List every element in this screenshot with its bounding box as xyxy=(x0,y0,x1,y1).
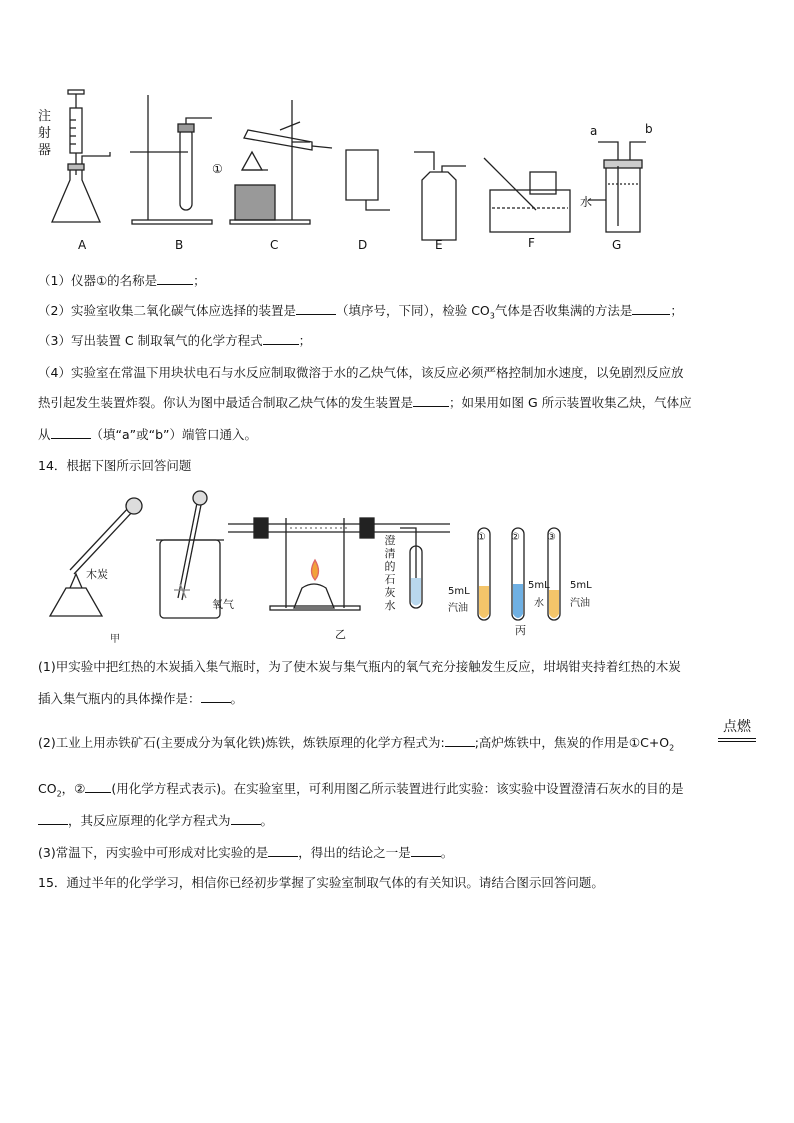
tube-3-volume: 5mL xyxy=(570,580,592,591)
syringe-label: 注 射 器 xyxy=(38,109,52,158)
apparatus-drawing-2 xyxy=(30,488,650,646)
ignite-condition: 点燃 xyxy=(718,716,756,742)
figure-jia-label: 甲 xyxy=(110,634,120,645)
q14-part2-line2: $CO_2$，② (用化学方程式表示)。在实验室里，可利用图乙所示装置进行此实验：该实验中设置澄清石灰水的目的是 xyxy=(38,781,684,799)
port-b-label: b xyxy=(645,122,653,136)
answer-blank[interactable] xyxy=(413,394,449,407)
answer-blank[interactable] xyxy=(445,734,475,747)
q15-title: 15．通过半年的化学学习，相信你已经初步掌握了实验室制取气体的有关知识。请结合图示回答问题。 xyxy=(38,875,604,890)
q13-part4-line1: （4）实验室在常温下用块状电石与水反应制取微溶于水的乙炔气体，该反应必须严格控制加水速度，以免剧烈反应放 xyxy=(38,365,684,380)
tube-3-number: ③ xyxy=(547,532,556,543)
label-a: A xyxy=(78,238,87,252)
answer-blank[interactable] xyxy=(632,302,670,315)
apparatus-figure-1 xyxy=(30,80,670,260)
q14-part2-line1: (2)工业上用赤铁矿石(主要成分为氧化铁)炼铁，炼铁原理的化学方程式为: ;高炉炼铁中，焦炭的作用是$①C+O_2$ xyxy=(38,735,675,753)
q13-part2: （2）实验室收集二氧化碳气体应选择的装置是 （填序号，下同），检验 $CO_3$气体是否收集满的方法是 ； xyxy=(38,303,683,321)
apparatus-drawing xyxy=(30,80,670,260)
q13-part1: （1）仪器①的名称是 ； xyxy=(38,273,206,288)
q14-part2-line3: ，其反应原理的化学方程式为 。 xyxy=(38,812,760,830)
label-b: B xyxy=(175,238,184,252)
tube-2-liquid: 水 xyxy=(534,598,544,609)
label-d: D xyxy=(358,238,368,252)
charcoal-label: 木炭 xyxy=(86,568,108,581)
apparatus-figure-2 xyxy=(30,488,650,646)
tube-2-volume: 5mL xyxy=(528,580,550,591)
tube-2-number: ② xyxy=(511,532,520,543)
q14-part1-line1: (1)甲实验中把红热的木炭插入集气瓶时，为了使木炭与集气瓶内的氧气充分接触发生反应，坩埚钳夹持着红热的木炭 xyxy=(38,659,681,674)
answer-blank[interactable] xyxy=(51,426,91,439)
answer-blank[interactable] xyxy=(411,844,441,857)
tube-1-liquid: 汽油 xyxy=(448,603,468,614)
label-f: F xyxy=(528,236,535,250)
label-g: G xyxy=(612,238,622,252)
answer-blank[interactable] xyxy=(38,812,68,825)
label-e: E xyxy=(435,238,443,252)
instrument-1-mark: ① xyxy=(212,162,223,176)
q14-title: 14．根据下图所示回答问题 xyxy=(38,458,192,473)
answer-blank[interactable] xyxy=(85,780,111,793)
label-c: C xyxy=(270,238,279,252)
answer-blank[interactable] xyxy=(268,844,298,857)
answer-blank[interactable] xyxy=(201,690,231,703)
oxygen-label: 氧气 xyxy=(212,598,234,611)
figure-yi-label: 乙 xyxy=(335,628,346,641)
port-a-label: a xyxy=(590,124,598,138)
tube-3-liquid: 汽油 xyxy=(570,598,590,609)
answer-blank[interactable] xyxy=(157,272,193,285)
answer-blank[interactable] xyxy=(263,332,299,345)
q14-part3: (3)常温下，丙实验中可形成对比实验的是 ，得出的结论之一是 。 xyxy=(38,845,454,860)
q13-part4-line3: 从 （填“a”或“b”）端管口通入。 xyxy=(38,427,258,442)
figure-bing-label: 丙 xyxy=(515,624,526,637)
answer-blank[interactable] xyxy=(231,812,261,825)
tube-1-number: ① xyxy=(477,532,486,543)
q13-part3: （3）写出装置 C 制取氧气的化学方程式 ； xyxy=(38,333,312,348)
q13-part4-line2: 热引起发生装置炸裂。你认为图中最适合制取乙炔气体的发生装置是 ；如果用如图 G 所示装置收集乙炔，气体应 xyxy=(38,395,692,410)
limewater-label: 澄清的石灰水 xyxy=(384,534,396,612)
tube-1-volume: 5mL xyxy=(448,586,470,597)
water-label: 水 xyxy=(580,195,593,209)
answer-blank[interactable] xyxy=(296,302,336,315)
q14-part1-line2: 插入集气瓶内的具体操作是： 。 xyxy=(38,691,244,706)
